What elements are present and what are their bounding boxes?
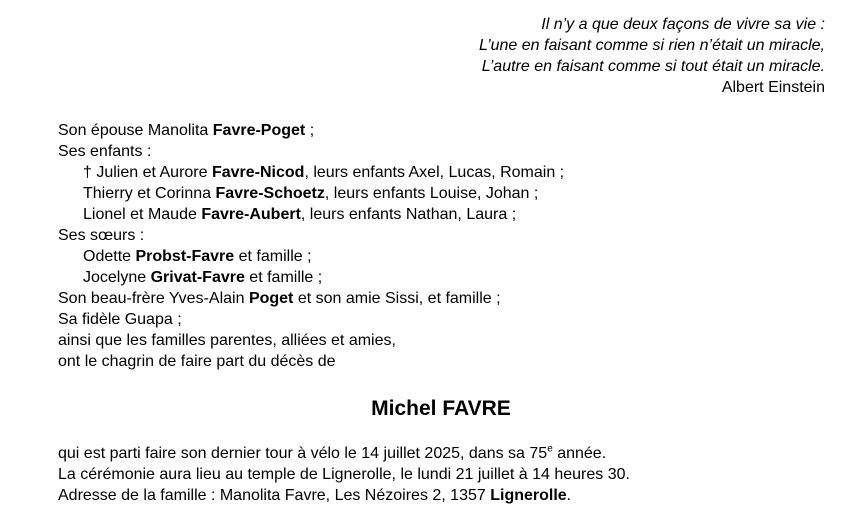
pet-line: Sa fidèle Guapa ; — [58, 311, 182, 328]
child-text: † Julien et Aurore — [83, 164, 212, 181]
child-surname: Favre-Schoetz — [215, 185, 325, 202]
sister-text: Odette — [83, 248, 136, 265]
brother-in-law-surname: Poget — [248, 290, 294, 307]
spouse-text: Son épouse Manolita — [58, 122, 213, 139]
brother-in-law-line — [58, 288, 564, 309]
ordinal-suffix: e — [547, 443, 553, 455]
quote-line-2: L’une en faisant comme si rien n’était un miracle, — [479, 37, 825, 54]
sister-suffix: et famille ; — [244, 269, 323, 286]
epigraph-quote — [479, 14, 825, 98]
quote-line-1: Il n’y a que deux façons de vivre sa vie : — [541, 16, 825, 33]
address-suffix: . — [566, 487, 572, 504]
child-suffix: , leurs enfants Nathan, Laura ; — [300, 206, 517, 223]
children-header: Ses enfants : — [58, 143, 152, 160]
ceremony-details — [58, 443, 630, 506]
child-surname: Favre-Aubert — [201, 206, 301, 223]
spouse-suffix: ; — [305, 122, 315, 139]
family-list — [58, 120, 564, 372]
quote-line-3: L’autre en faisant comme si tout était un miracle. — [481, 58, 825, 75]
sister-surname: Grivat-Favre — [150, 269, 245, 286]
child-text: Lionel et Maude — [83, 206, 202, 223]
spouse-line — [58, 120, 564, 141]
child-surname: Favre-Nicod — [211, 164, 305, 181]
sister-suffix: et famille ; — [234, 248, 312, 265]
sister-text: Jocelyne — [83, 269, 151, 286]
child-text: Thierry et Corinna — [83, 185, 216, 202]
brother-in-law-suffix: et son amie Sissi, et famille ; — [293, 290, 501, 307]
child-line — [58, 183, 564, 204]
announce-line: ont le chagrin de faire part du décès de — [58, 353, 336, 370]
quote-author: Albert Einstein — [721, 79, 825, 96]
details-line-1 — [58, 443, 630, 464]
sister-surname: Probst-Favre — [135, 248, 235, 265]
details-line-1-suffix: année. — [552, 445, 607, 462]
address-text: Adresse de la famille : Manolita Favre, Les Nézoires 2, 1357 — [58, 487, 491, 504]
details-line-2: La cérémonie aura lieu au temple de Lignerolle, le lundi 21 juillet à 14 heures 30. — [58, 466, 630, 483]
sister-line — [58, 267, 564, 288]
sister-line — [58, 246, 564, 267]
spouse-surname: Favre-Poget — [212, 122, 306, 139]
child-suffix: , leurs enfants Louise, Johan ; — [324, 185, 539, 202]
details-line-1-text: qui est parti faire son dernier tour à vélo le 14 juillet 2025, dans sa 75 — [58, 445, 548, 462]
families-line: ainsi que les familles parentes, alliées et amies, — [58, 332, 396, 349]
details-line-3 — [58, 485, 630, 506]
brother-in-law-text: Son beau-frère Yves-Alain — [58, 290, 249, 307]
deceased-name: Michel FAVRE — [371, 397, 511, 420]
address-locality: Lignerolle — [490, 487, 567, 504]
child-line — [58, 162, 564, 183]
child-line — [58, 204, 564, 225]
sisters-header: Ses sœurs : — [58, 227, 145, 244]
child-suffix: , leurs enfants Axel, Lucas, Romain ; — [304, 164, 565, 181]
